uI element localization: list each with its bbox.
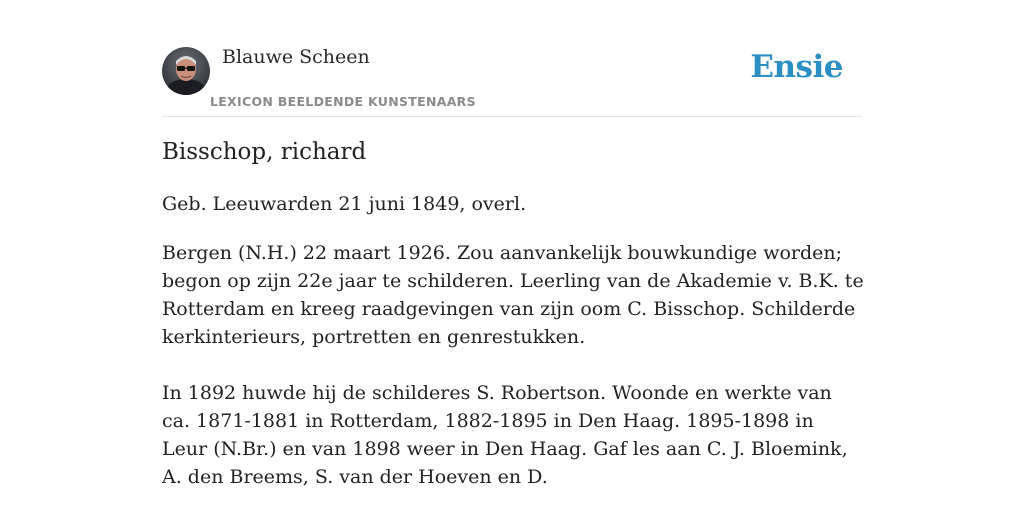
brand-logo[interactable]: Ensie — [750, 49, 843, 85]
article-paragraph: In 1892 huwde hij de schilderes S. Robertson. Woonde en werkte van ca. 1871-1881 in Rotterdam, 1882-1895 in Den Haag. 1895-1898 in Leur (N.Br.) en van 1898 weer in Den Haag. Gaf les aan C. J. Bloemink, A. den Breems, S. van der Hoeven en D. — [162, 382, 848, 488]
author-avatar[interactable] — [162, 47, 210, 95]
article-body — [162, 239, 864, 512]
article-intro: Geb. Leeuwarden 21 juni 1849, overl. — [162, 193, 527, 215]
avatar-photo — [162, 47, 210, 95]
article-paragraph: Bergen (N.H.) 22 maart 1926. Zou aanvankelijk bouwkundige worden; begon op zijn 22e jaar te schilderen. Leerling van de Akademie v. B.K. te Rotterdam en kreeg raadgevingen van zijn oom C. Bisschop. Schilderde kerkinterieurs, portretten en genrestukken. — [162, 242, 864, 348]
page-header — [162, 0, 862, 117]
author-name[interactable]: Blauwe Scheen — [222, 46, 370, 68]
collection-name[interactable]: LEXICON BEELDENDE KUNSTENAARS — [210, 94, 476, 109]
article-title: Bisschop, richard — [162, 139, 367, 165]
